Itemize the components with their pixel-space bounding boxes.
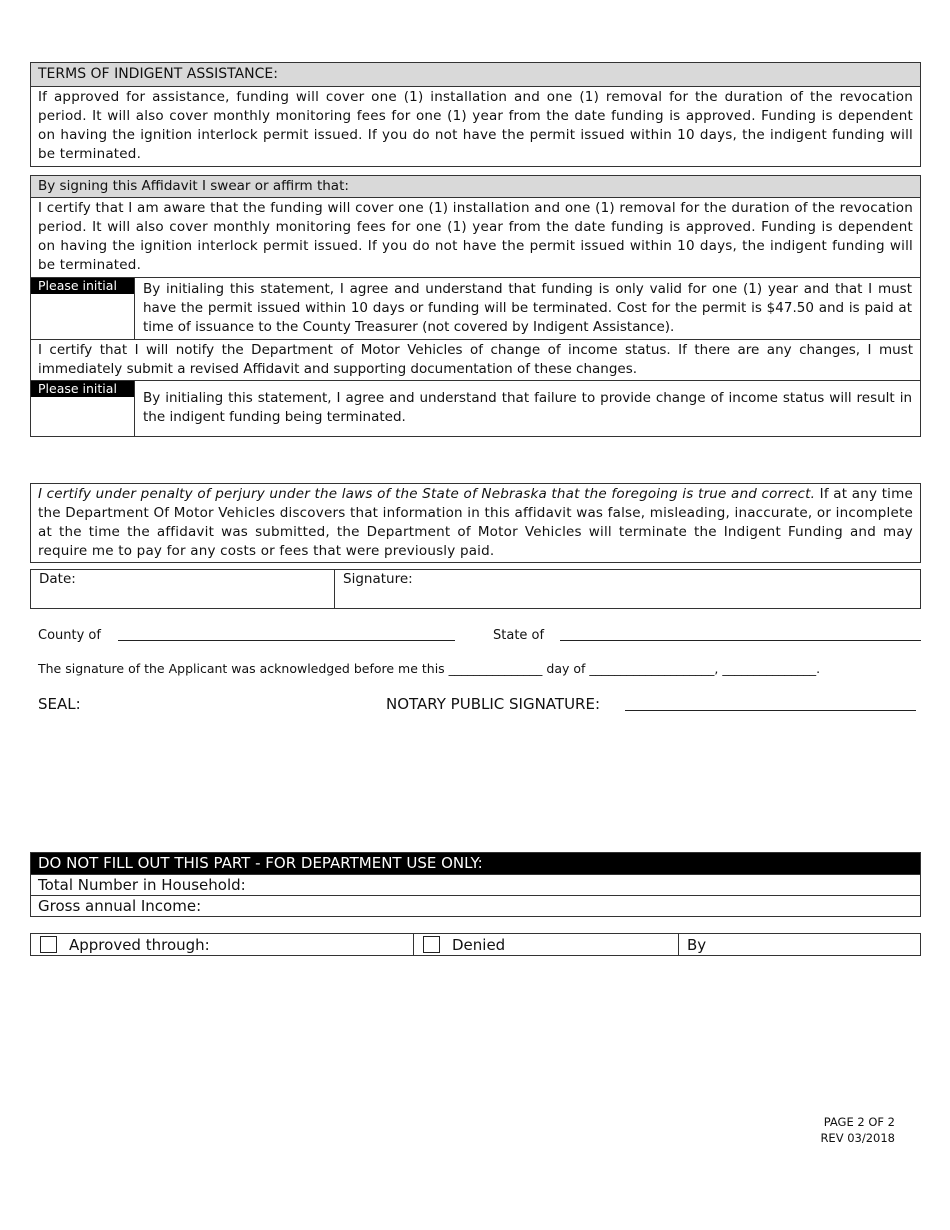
initial-statement-funding: By initialing this statement, I agree and understand that funding is only valid for one (1) year and that I must have the permit issued within 10 days or funding will be terminated. Cost for the permit is $47.50 and is paid at time of issuance to the County Treasurer (not covered by Indigent Assistance). xyxy=(143,281,912,335)
terms-text: If approved for assistance, funding will cover one (1) installation and one (1) removal for the duration of the revocation period. It will also cover monthly monitoring fees for one (1) year from the date funding is approved. Funding is dependent on having the ignition interlock permit issued. If you do not have the permit issued within 10 days, the indigent funding will be terminated. xyxy=(38,89,913,162)
certify-income-row xyxy=(31,339,920,380)
approved-checkbox[interactable] xyxy=(40,936,57,953)
signature-field[interactable] xyxy=(335,570,920,608)
signature-row xyxy=(30,569,921,609)
perjury-italic: I certify under penalty of perjury under the laws of the State of Nebraska that the foregoing is true and correct. xyxy=(38,486,816,502)
by-label: By xyxy=(687,936,707,954)
perjury-text xyxy=(31,484,920,562)
approved-label: Approved through: xyxy=(69,936,210,954)
initial-box-funding[interactable] xyxy=(31,278,135,339)
affidavit-section xyxy=(30,175,921,437)
household-field[interactable] xyxy=(31,874,920,895)
affidavit-certify-funding: I certify that I am aware that the funding will cover one (1) installation and one (1) removal for the duration of the revocation period. It will also cover monthly monitoring fees for one (1) year from the date funding is approved. Funding is dependent on having the ignition interlock permit issued. If you do not have the permit issued within 10 days, the indigent funding will be terminated. xyxy=(38,200,913,273)
county-line[interactable] xyxy=(118,640,455,641)
denied-cell xyxy=(414,934,679,955)
acknowledgement-text: The signature of the Applicant was acknowledged before me this _______________ day of ____________________, _______________. xyxy=(38,661,821,676)
page-number: PAGE 2 OF 2 xyxy=(823,1115,895,1129)
initial-box-income[interactable] xyxy=(31,381,135,436)
income-label: Gross annual Income: xyxy=(38,897,202,915)
department-header: DO NOT FILL OUT THIS PART - FOR DEPARTMENT USE ONLY: xyxy=(31,853,920,874)
affidavit-header: By signing this Affidavit I swear or affirm that: xyxy=(31,176,920,198)
perjury-rest: If at any time the Department Of Motor Vehicles discovers that information in this affidavit was false, misleading, inaccurate, or incomplete at the time the affidavit was submitted, the Department of Motor Vehicles will terminate the Indigent Funding and may require me to pay for any costs or fees that were previously paid. xyxy=(38,486,913,559)
terms-section xyxy=(30,62,921,167)
perjury-section xyxy=(30,483,921,563)
please-initial-label: Please initial xyxy=(31,381,134,397)
initial-statement-income: By initialing this statement, I agree and understand that failure to provide change of income status will result in the indigent funding being terminated. xyxy=(143,390,912,425)
state-line[interactable] xyxy=(560,640,921,641)
date-label: Date: xyxy=(39,571,76,587)
approval-row xyxy=(30,933,921,956)
signature-label: Signature: xyxy=(343,571,413,587)
initial-row-income xyxy=(31,380,920,436)
approved-cell xyxy=(31,934,414,955)
county-label: County of xyxy=(38,628,101,643)
department-section xyxy=(30,852,921,917)
revision: REV 03/2018 xyxy=(820,1131,895,1145)
denied-checkbox[interactable] xyxy=(423,936,440,953)
income-field[interactable] xyxy=(31,895,920,916)
affidavit-certify-income: I certify that I will notify the Department of Motor Vehicles of change of income status. If there are any changes, I must immediately submit a revised Affidavit and supporting documentation of these changes. xyxy=(38,342,913,377)
terms-header: TERMS OF INDIGENT ASSISTANCE: xyxy=(31,63,920,87)
please-initial-label: Please initial xyxy=(31,278,134,294)
page-footer xyxy=(770,1114,895,1146)
date-field[interactable] xyxy=(31,570,335,608)
state-label: State of xyxy=(493,628,545,643)
by-field[interactable] xyxy=(679,934,920,955)
notary-signature-label: NOTARY PUBLIC SIGNATURE: xyxy=(386,695,600,713)
household-label: Total Number in Household: xyxy=(38,876,246,894)
seal-label: SEAL: xyxy=(38,695,81,713)
notary-signature-line[interactable] xyxy=(625,710,916,711)
denied-label: Denied xyxy=(452,936,506,954)
initial-row-funding xyxy=(31,277,920,339)
